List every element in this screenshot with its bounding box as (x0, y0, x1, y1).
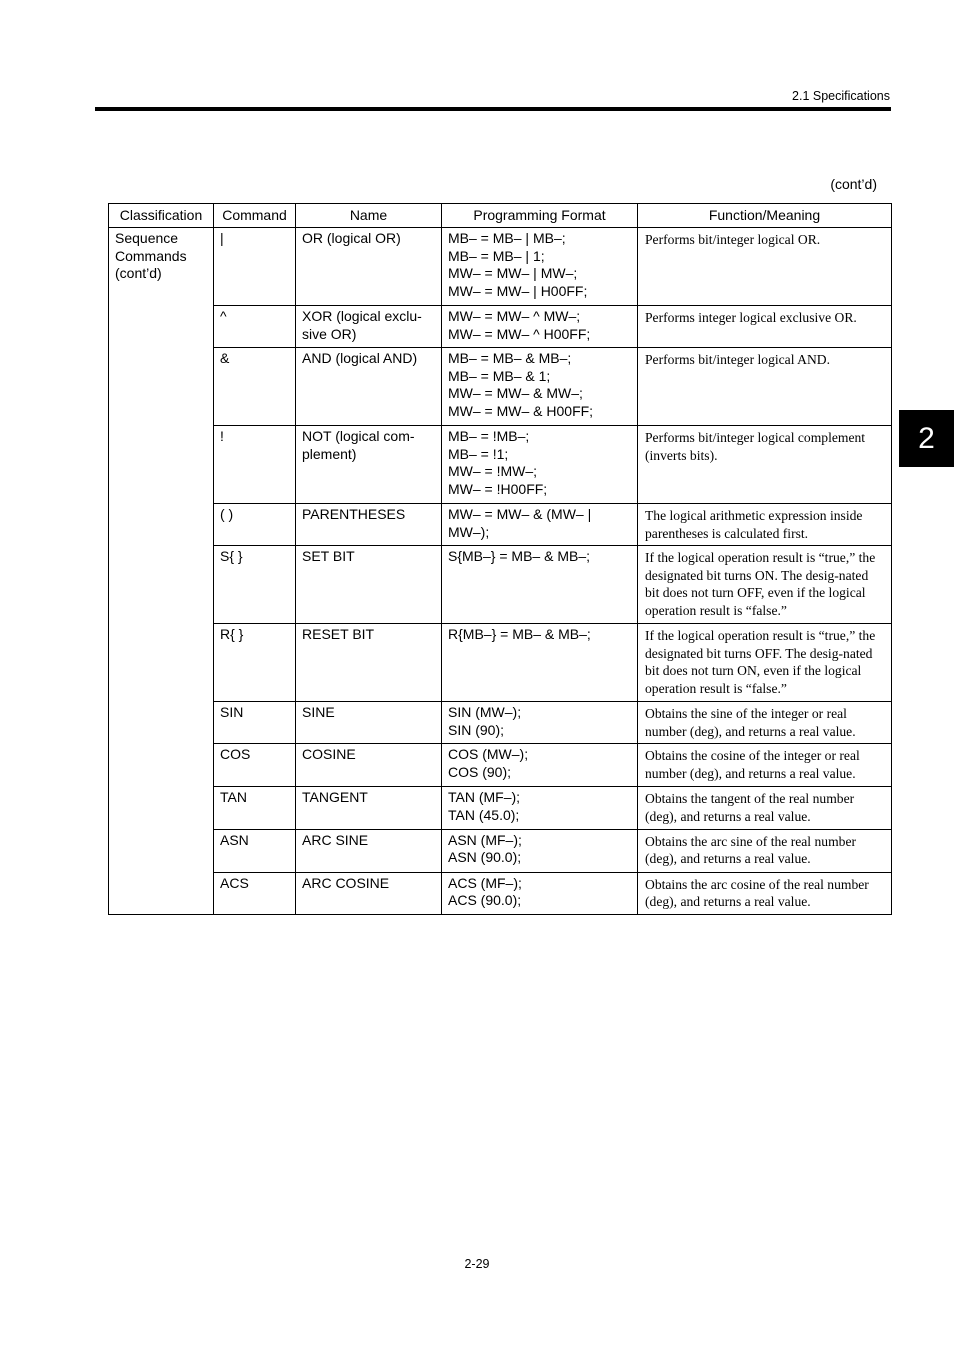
format-line: MW– = MW– ^ MW–; (448, 308, 581, 324)
column-header-classification: Classification (109, 204, 214, 228)
function-meaning-cell: Performs integer logical exclusive OR. (638, 306, 892, 348)
programming-format-cell (442, 546, 638, 624)
command-cell: R{ } (214, 624, 296, 702)
format-line: MW–); (448, 523, 490, 540)
function-meaning-cell: Obtains the arc cosine of the real number (deg), and returns a real value. (638, 872, 892, 914)
function-meaning-cell: Obtains the cosine of the integer or real number (deg), and returns a real value. (638, 744, 892, 787)
command-cell: S{ } (214, 546, 296, 624)
running-header-section: 2.1 Specifications (792, 89, 890, 103)
name-cell: SET BIT (296, 546, 442, 624)
function-meaning-cell: Obtains the sine of the integer or real number (deg), and returns a real value. (638, 702, 892, 744)
format-line: MW– = MW– | H00FF; (448, 282, 588, 299)
classification-line: Sequence (115, 230, 179, 246)
command-cell: ACS (214, 872, 296, 914)
programming-format-cell (442, 624, 638, 702)
classification-cell (109, 228, 214, 915)
format-line: COS (90); (448, 763, 512, 780)
table-row (109, 702, 892, 744)
function-meaning-cell: Performs bit/integer logical OR. (638, 228, 892, 306)
name-cell: TANGENT (296, 787, 442, 829)
programming-format-cell (442, 348, 638, 426)
name-cell: SINE (296, 702, 442, 744)
programming-format-cell (442, 504, 638, 546)
programming-format-cell (442, 787, 638, 829)
table-row (109, 546, 892, 624)
name-cell: NOT (logical com-plement) (296, 426, 442, 504)
continued-label: (cont’d) (830, 176, 877, 192)
command-cell: ^ (214, 306, 296, 348)
programming-format-cell (442, 702, 638, 744)
format-line: R{MB–} = MB– & MB–; (448, 626, 591, 643)
format-line: MW– = MW– ^ H00FF; (448, 325, 591, 342)
command-cell: ( ) (214, 504, 296, 546)
header-rule (95, 107, 891, 111)
command-cell: TAN (214, 787, 296, 829)
name-cell: XOR (logical exclu-sive OR) (296, 306, 442, 348)
specification-table (108, 203, 892, 915)
format-line: MB– = MB– | MB–; (448, 230, 566, 246)
format-line: MB– = MB– | 1; (448, 247, 545, 264)
format-line: S{MB–} = MB– & MB–; (448, 548, 591, 565)
function-meaning-cell: Performs bit/integer logical AND. (638, 348, 892, 426)
format-line: MW– = MW– & H00FF; (448, 402, 594, 419)
function-meaning-cell: The logical arithmetic expression inside parentheses is calculated first. (638, 504, 892, 546)
format-line: ASN (90.0); (448, 849, 522, 866)
table-row (109, 228, 892, 306)
command-cell: SIN (214, 702, 296, 744)
format-line: MW– = !MW–; (448, 463, 538, 479)
function-meaning-cell: Obtains the tangent of the real number (deg), and returns a real value. (638, 787, 892, 829)
format-line: ASN (MF–); (448, 831, 522, 848)
table-row (109, 348, 892, 426)
programming-format-cell (442, 426, 638, 504)
function-meaning-cell: If the logical operation result is “true,” the designated bit turns ON. The desig-nated bit does not turn OFF, even if the logical operation result is “false.” (638, 546, 892, 624)
command-cell: & (214, 348, 296, 426)
format-line: MW– = MW– & (MW– | (448, 506, 592, 522)
table-row (109, 306, 892, 348)
command-cell: | (214, 228, 296, 306)
format-line: ACS (MF–); (448, 874, 522, 891)
name-cell: PARENTHESES (296, 504, 442, 546)
format-line: TAN (MF–); (448, 789, 521, 806)
format-line: MW– = MW– & MW–; (448, 385, 583, 401)
table-row (109, 872, 892, 914)
function-meaning-cell: If the logical operation result is “true,” the designated bit turns OFF. The desig-nated bit does not turn ON, even if the logical operation result is “false.” (638, 624, 892, 702)
format-line: SIN (MW–); (448, 704, 522, 721)
table-header-row (109, 204, 892, 228)
name-cell: RESET BIT (296, 624, 442, 702)
column-header-programming-format: Programming Format (442, 204, 638, 228)
format-line: MB– = MB– & MB–; (448, 350, 572, 366)
table-row (109, 426, 892, 504)
classification-line: Commands (115, 247, 187, 264)
function-meaning-cell: Obtains the arc sine of the real number (deg), and returns a real value. (638, 829, 892, 872)
table-row (109, 504, 892, 546)
name-cell: ARC COSINE (296, 872, 442, 914)
name-cell: COSINE (296, 744, 442, 787)
name-cell: ARC SINE (296, 829, 442, 872)
command-cell: ASN (214, 829, 296, 872)
programming-format-cell (442, 872, 638, 914)
format-line: SIN (90); (448, 721, 505, 738)
name-cell: AND (logical AND) (296, 348, 442, 426)
command-cell: ! (214, 426, 296, 504)
format-line: MB– = !1; (448, 445, 509, 462)
classification-line: (cont’d) (115, 265, 162, 281)
command-cell: COS (214, 744, 296, 787)
format-line: MW– = !H00FF; (448, 480, 548, 497)
format-line: TAN (45.0); (448, 806, 520, 823)
format-line: MB– = MB– & 1; (448, 367, 551, 384)
format-line: COS (MW–); (448, 746, 529, 763)
table-row (109, 787, 892, 829)
format-line: MB– = !MB–; (448, 428, 530, 444)
column-header-function-meaning: Function/Meaning (638, 204, 892, 228)
programming-format-cell (442, 306, 638, 348)
programming-format-cell (442, 744, 638, 787)
table-body (109, 228, 892, 915)
programming-format-cell (442, 829, 638, 872)
column-header-name: Name (296, 204, 442, 228)
table-row (109, 624, 892, 702)
format-line: MW– = MW– | MW–; (448, 265, 578, 281)
page-number: 2-29 (464, 1257, 490, 1271)
column-header-command: Command (214, 204, 296, 228)
table-row (109, 744, 892, 787)
table-row (109, 829, 892, 872)
function-meaning-cell: Performs bit/integer logical complement (inverts bits). (638, 426, 892, 504)
format-line: ACS (90.0); (448, 892, 522, 909)
chapter-tab: 2 (899, 410, 954, 467)
name-cell: OR (logical OR) (296, 228, 442, 306)
programming-format-cell (442, 228, 638, 306)
